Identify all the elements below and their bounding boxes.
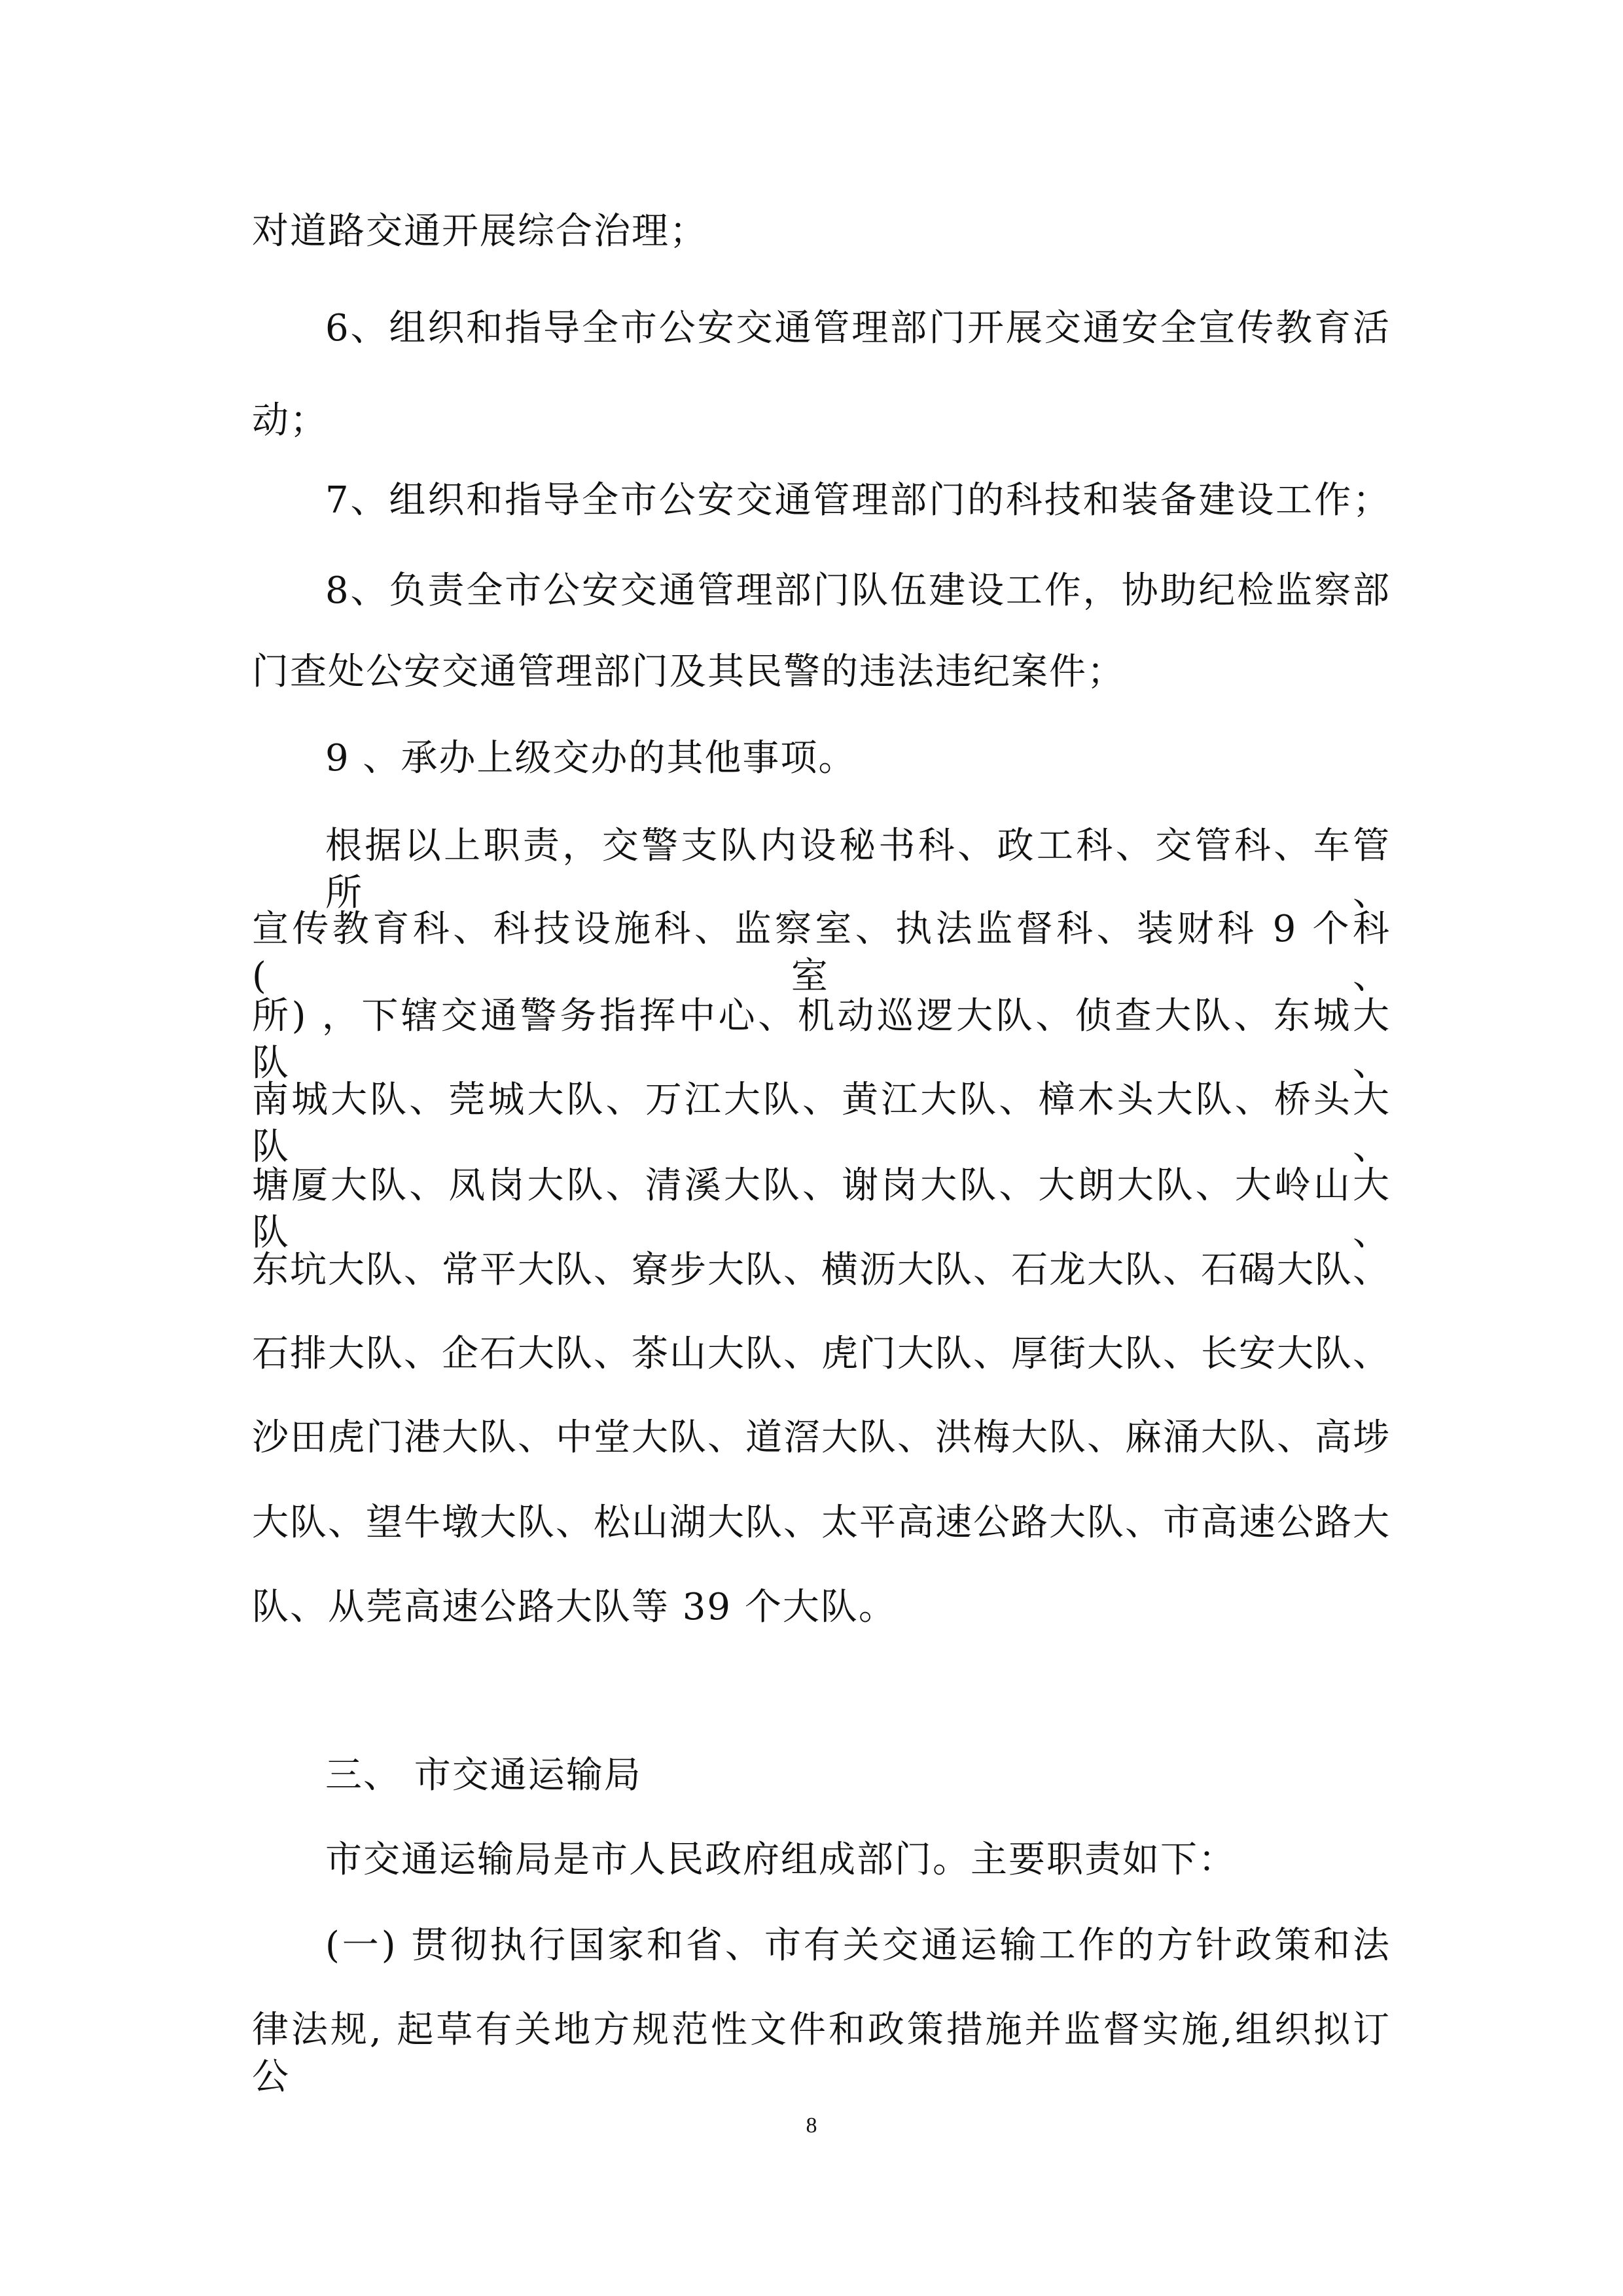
text-line: 东坑大队、常平大队、寮步大队、横沥大队、石龙大队、石碣大队、 [252, 1249, 1391, 1291]
text-line: 动； [252, 399, 328, 442]
text-line: 大队、望牛墩大队、松山湖大队、太平高速公路大队、市高速公路大 [252, 1501, 1391, 1544]
section-heading: 三、 市交通运输局 [325, 1754, 642, 1797]
text-line: 宣传教育科、科技设施科、监察室、执法监督科、装财科 9 个科(室、 [252, 908, 1391, 997]
text-line: 南城大队、莞城大队、万江大队、黄江大队、樟木头大队、桥头大队、 [252, 1079, 1391, 1168]
text-line: 市交通运输局是市人民政府组成部门。主要职责如下： [325, 1839, 1236, 1881]
text-line: 所) ，下辖交通警务指挥中心、机动巡逻大队、侦查大队、东城大队、 [252, 995, 1391, 1085]
text-line: 8、负责全市公安交通管理部门队伍建设工作，协助纪检监察部 [325, 569, 1391, 612]
text-line: 7、组织和指导全市公安交通管理部门的科技和装备建设工作； [325, 479, 1391, 522]
text-line: 律法规, 起草有关地方规范性文件和政策措施并监督实施,组织拟订公 [252, 2009, 1391, 2098]
text-line: 根据以上职责，交警支队内设秘书科、政工科、交管科、车管所、 [325, 825, 1391, 914]
text-line: 石排大队、企石大队、茶山大队、虎门大队、厚街大队、长安大队、 [252, 1333, 1391, 1375]
text-line: 6、组织和指导全市公安交通管理部门开展交通安全宣传教育活 [325, 307, 1391, 350]
text-line: 9 、承办上级交办的其他事项。 [325, 737, 857, 780]
text-line: 队、从莞高速公路大队等 39 个大队。 [252, 1586, 897, 1628]
page-number: 8 [806, 2113, 817, 2138]
text-line: (一) 贯彻执行国家和省、市有关交通运输工作的方针政策和法 [325, 1924, 1391, 1967]
text-line: 门查处公安交通管理部门及其民警的违法违纪案件； [252, 651, 1125, 693]
text-line: 对道路交通开展综合治理； [252, 210, 707, 253]
text-line: 塘厦大队、凤岗大队、清溪大队、谢岗大队、大朗大队、大岭山大队、 [252, 1164, 1391, 1254]
text-line: 沙田虎门港大队、中堂大队、道滘大队、洪梅大队、麻涌大队、高埗 [252, 1416, 1391, 1459]
